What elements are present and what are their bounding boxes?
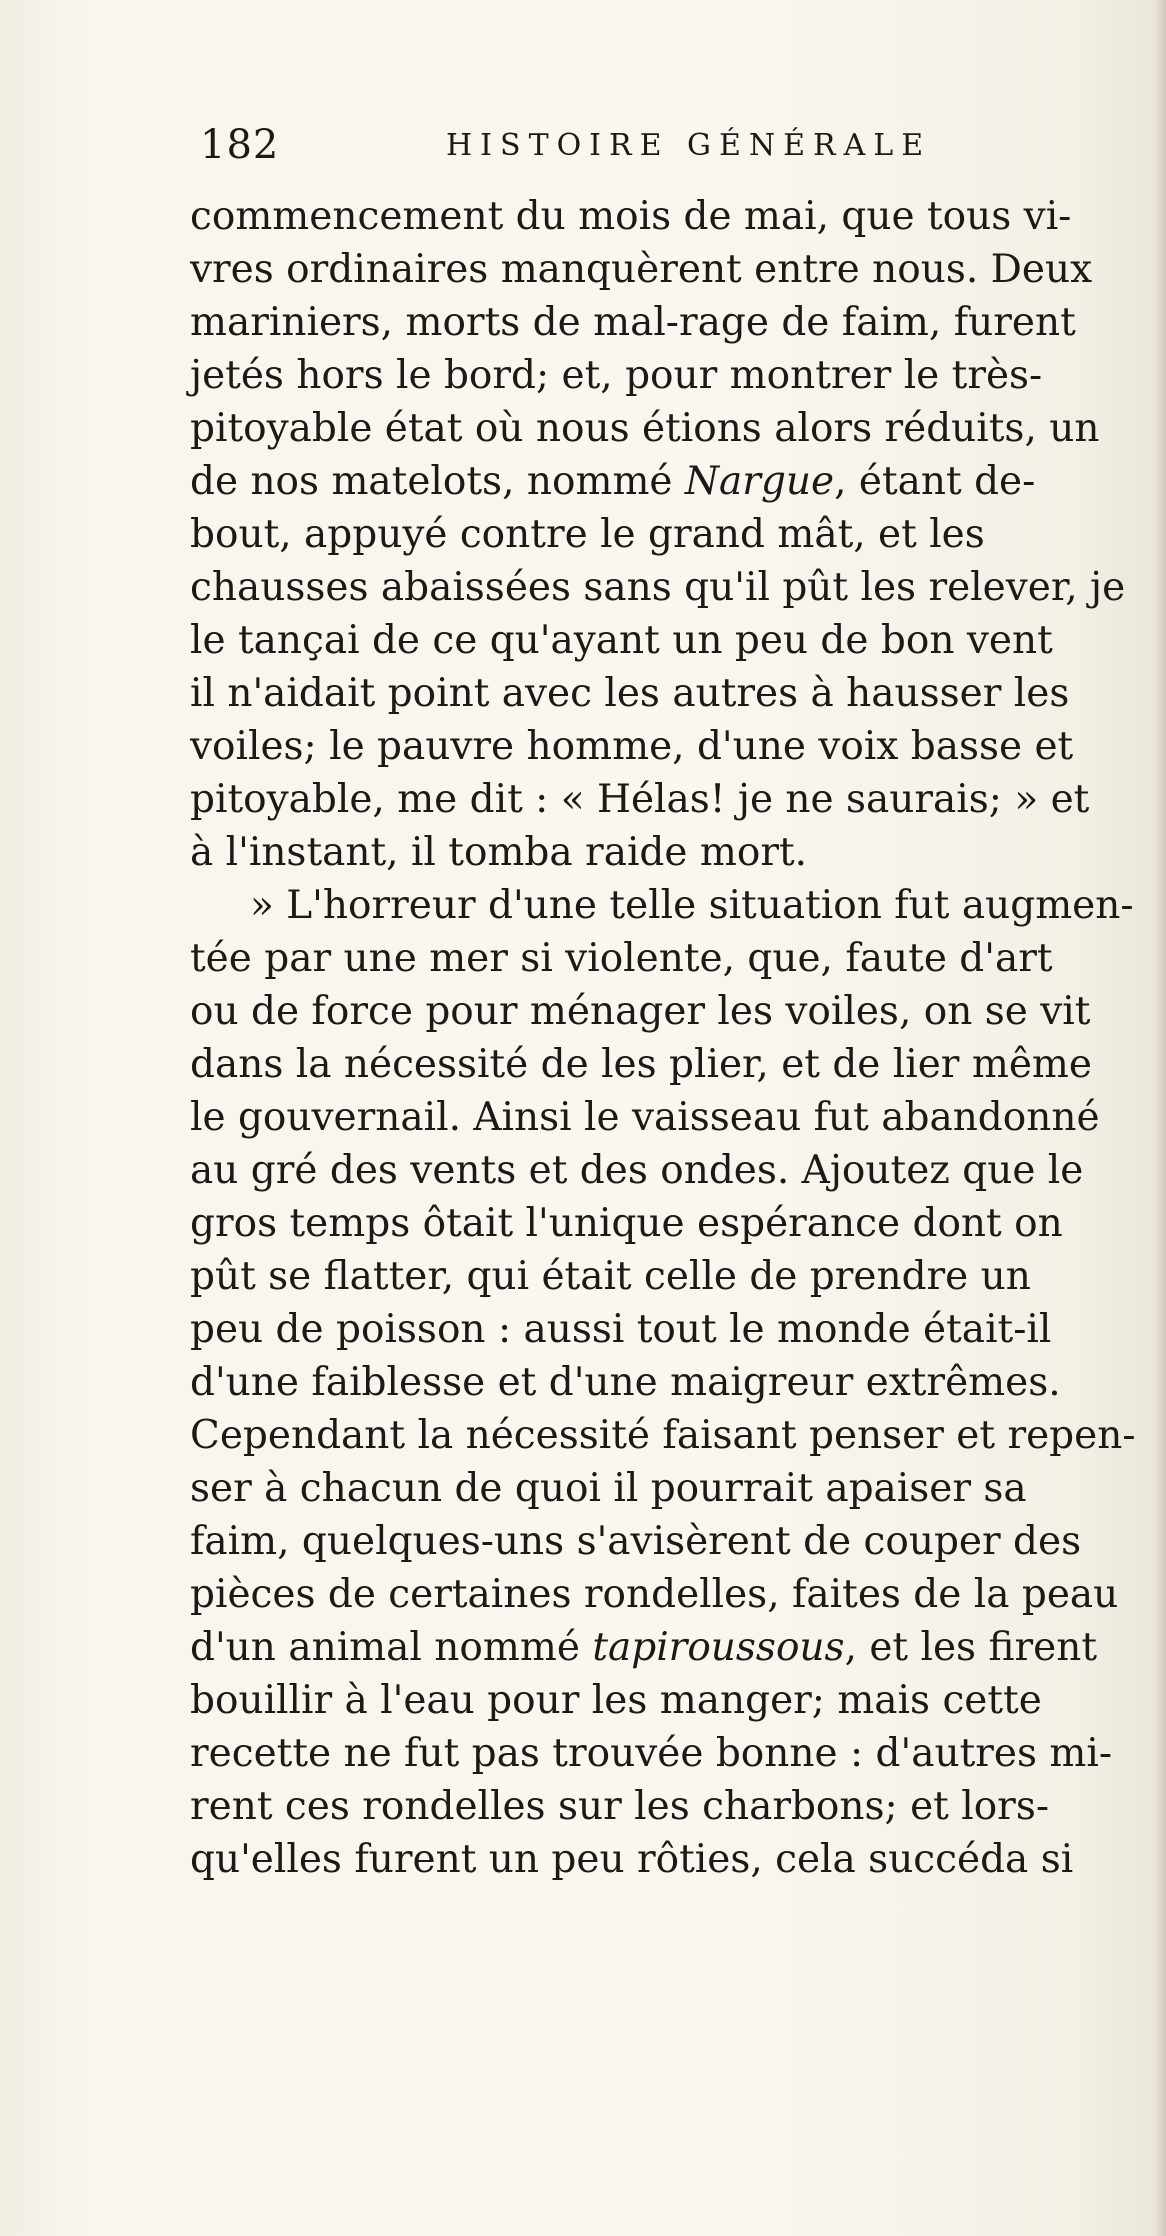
text-line: bouillir à l'eau pour les manger; mais cette: [190, 1678, 1042, 1723]
text-line: bout, appuyé contre le grand mât, et les: [190, 512, 985, 557]
text-line: voiles; le pauvre homme, d'une voix basse et: [190, 724, 1074, 769]
text-line: pût se flatter, qui était celle de prendre un: [190, 1254, 1031, 1299]
text-line: Cependant la nécessité faisant penser et repen-: [190, 1413, 1136, 1458]
text-line: au gré des vents et des ondes. Ajoutez que le: [190, 1148, 1084, 1193]
text-line: à l'instant, il tomba raide mort.: [190, 830, 808, 875]
running-head: [200, 122, 960, 168]
body-text: [190, 190, 1156, 1886]
text-line: pitoyable état où nous étions alors réduits, un: [190, 406, 1100, 451]
italic-name: Nargue: [684, 459, 835, 504]
text-line: commencement du mois de mai, que tous vi-: [190, 194, 1072, 239]
text-line: dans la nécessité de les plier, et de lier même: [190, 1042, 1092, 1087]
text-line: d'une faiblesse et d'une maigreur extrêmes.: [190, 1360, 1061, 1405]
text-line: le tançai de ce qu'ayant un peu de bon vent: [190, 618, 1053, 663]
italic-name: tapiroussous: [592, 1625, 845, 1670]
page-number: 182: [200, 122, 280, 168]
text-line: qu'elles furent un peu rôties, cela succéda si: [190, 1837, 1074, 1882]
text-line: vres ordinaires manquèrent entre nous. Deux: [190, 247, 1093, 292]
text-line: pièces de certaines rondelles, faites de la peau: [190, 1572, 1119, 1617]
text-line: » L'horreur d'une telle situation fut augmen-: [250, 883, 1134, 928]
text-line: recette ne fut pas trouvée bonne : d'autres mi-: [190, 1731, 1113, 1776]
text-line: le gouvernail. Ainsi le vaisseau fut abandonné: [190, 1095, 1100, 1140]
running-title: HISTOIRE GÉNÉRALE: [446, 128, 932, 163]
text-line: jetés hors le bord; et, pour montrer le très-: [190, 353, 1043, 398]
text-line: rent ces rondelles sur les charbons; et lors-: [190, 1784, 1050, 1829]
text-line: ou de force pour ménager les voiles, on se vit: [190, 989, 1091, 1034]
text-line: pitoyable, me dit : « Hélas! je ne saurais; » et: [190, 777, 1090, 822]
text-line: ser à chacun de quoi il pourrait apaiser sa: [190, 1466, 1027, 1511]
text-line: tée par une mer si violente, que, faute d'art: [190, 936, 1053, 981]
text-line: il n'aidait point avec les autres à hausser les: [190, 671, 1070, 716]
text-line: peu de poisson : aussi tout le monde était-il: [190, 1307, 1052, 1352]
text-line: faim, quelques-uns s'avisèrent de couper des: [190, 1519, 1082, 1564]
text-line: d'un animal nommé tapiroussous, et les firent: [190, 1625, 1097, 1670]
text-line: chausses abaissées sans qu'il pût les relever, je: [190, 565, 1126, 610]
text-line: mariniers, morts de mal-rage de faim, furent: [190, 300, 1076, 345]
text-line: de nos matelots, nommé Nargue, étant de-: [190, 459, 1036, 504]
text-line: gros temps ôtait l'unique espérance dont on: [190, 1201, 1063, 1246]
